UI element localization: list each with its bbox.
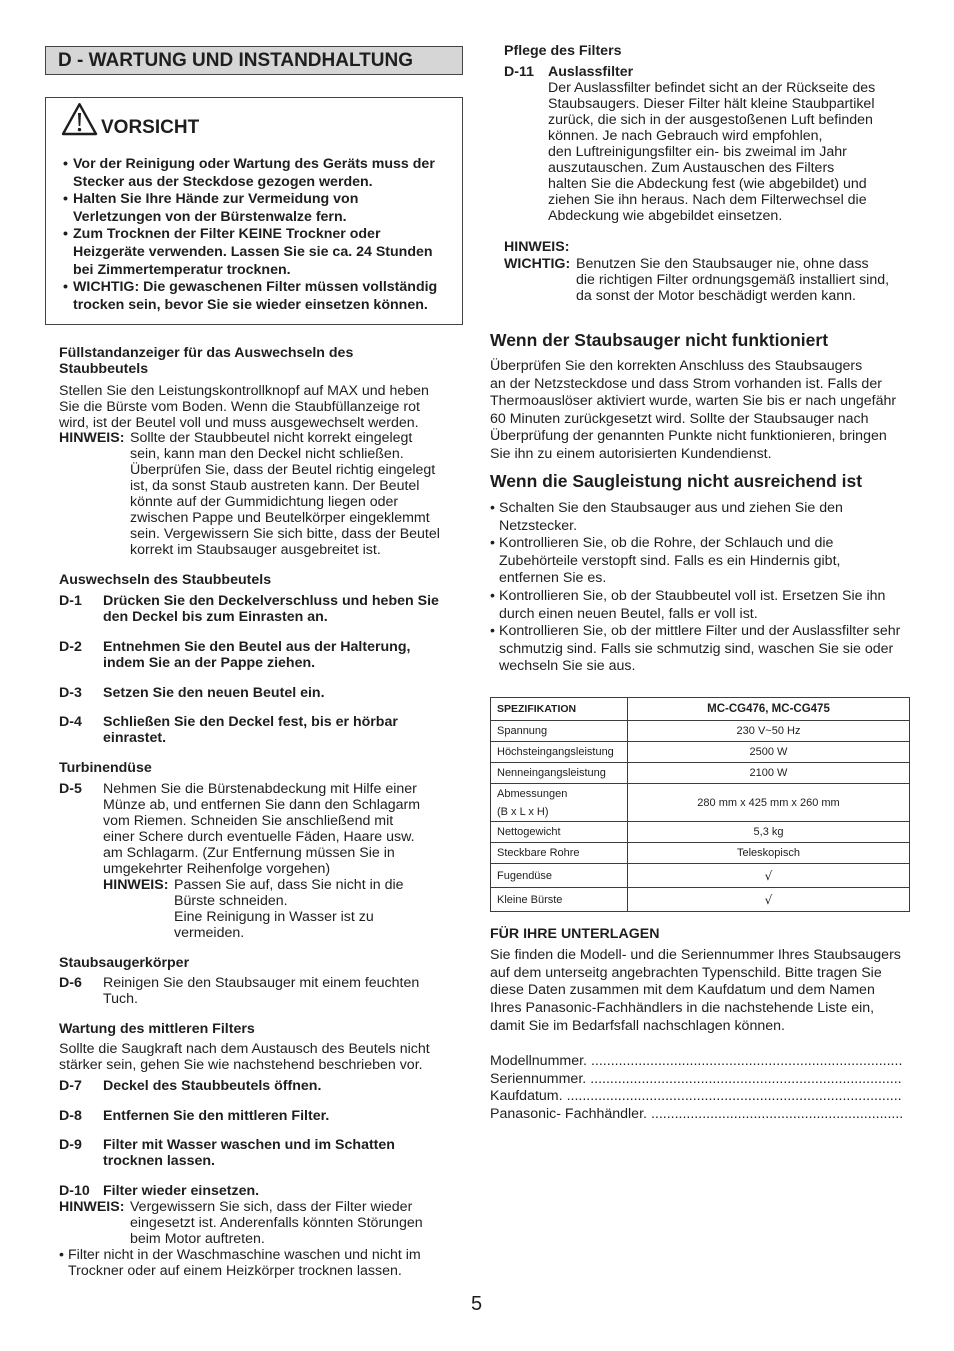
table-row <box>491 888 910 912</box>
caution-item-text: • WICHTIG: Die gewaschenen Filter müssen vollständig trocken sein, bevor Sie sie wieder einsetzen können. <box>73 279 438 313</box>
table-cell-label: Höchsteingangsleistung <box>491 742 628 763</box>
caution-item <box>63 279 437 314</box>
table-row <box>491 763 910 784</box>
mid-filter-bullet-list <box>59 1247 421 1279</box>
table-header-row <box>491 698 910 721</box>
list-item-text: • Kontrollieren Sie, ob die Rohre, der Schlauch und die Zubehörteile verstopft sind. Falls es ein Hindernis gibt, entfernen Sie es. <box>499 535 841 587</box>
step-d10 <box>59 1183 259 1199</box>
list-item-text: • Kontrollieren Sie, ob der mittlere Filter und der Auslassfilter sehr schmutzig sind. Falls sie schmutzig sind, waschen Sie sie oder wechseln Sie sie aus. <box>499 623 901 675</box>
body-heading: Staubsaugerkörper <box>59 955 190 971</box>
step-d4 <box>59 714 398 746</box>
step-d8 <box>59 1108 329 1124</box>
fill-indicator-note <box>59 430 440 558</box>
step-text: Filter wieder einsetzen. <box>103 1183 260 1199</box>
step-text: Filter mit Wasser waschen und im Schatten trocknen lassen. <box>103 1137 395 1169</box>
step-d6 <box>59 975 419 1007</box>
step-title: Auslassfilter <box>548 64 634 80</box>
fill-indicator-heading: Füllstandanzeiger für das Auswechseln des Staubbeutels <box>59 345 354 377</box>
table-row <box>491 843 910 864</box>
record-field-purchase-date <box>490 1088 903 1106</box>
record-field-label: Seriennummer. <box>490 1070 587 1087</box>
step-id: D-4 <box>59 714 82 730</box>
records-fields <box>490 1053 903 1123</box>
step-d9 <box>59 1137 395 1169</box>
step-text: Schließen Sie den Deckel fest, bis er hörbar einrastet. <box>103 714 398 746</box>
step-text: Setzen Sie den neuen Beutel ein. <box>103 685 325 701</box>
step-d1 <box>59 593 439 625</box>
table-row <box>491 784 910 822</box>
low-suction-heading: Wenn die Saugleistung nicht ausreichend ist <box>490 471 863 491</box>
table-cell-label: Spannung <box>491 721 628 742</box>
step-d5 <box>59 781 420 877</box>
table-header-cell: SPEZIFIKATION <box>491 698 628 721</box>
table-cell-label: Kleine Bürste <box>491 888 628 912</box>
step-id: D-6 <box>59 975 82 991</box>
list-item <box>490 588 900 623</box>
table-cell-value: 5,3 kg <box>628 822 910 843</box>
table-cell-value: 280 mm x 425 mm x 260 mm <box>628 784 910 822</box>
note-text: Passen Sie auf, dass Sie nicht in die Bürste schneiden. Eine Reinigung in Wasser ist zu vermeiden. <box>174 877 404 941</box>
step-text: Drücken Sie den Deckelverschluss und heben Sie den Deckel bis zum Einrasten an. <box>103 593 439 625</box>
step-id: D-8 <box>59 1108 82 1124</box>
caution-list <box>63 156 437 314</box>
table-cell-value: Teleskopisch <box>628 843 910 864</box>
low-suction-list <box>490 500 900 676</box>
caution-item <box>63 226 437 279</box>
list-item-text: • Filter nicht in der Waschmaschine waschen und nicht im Trockner oder auf einem Heizkörper trocknen lassen. <box>68 1247 421 1279</box>
mid-filter-heading: Wartung des mittleren Filters <box>59 1021 255 1037</box>
note-text: Sollte der Staubbeutel nicht korrekt eingelegt sein, kann man den Deckel nicht schließen. Überprüfen Sie, dass der Beutel richtig eingelegt ist, da sonst Staub austreten kann. Der Beutel könnte auf der Gummidichtung liegen oder zwischen Pappe und Beutelkörper eingeklemmt sein. Vergewissern Sie sich bitte, dass der Beutel korrekt im Staubsauger ausgebreitet ist. <box>130 430 440 558</box>
table-row <box>491 864 910 888</box>
important-text: Benutzen Sie den Staubsauger nie, ohne dass die richtigen Filter ordnungsgemäß installiert sind, da sonst der Motor beschädigt werden kann. <box>576 256 890 304</box>
turbine-note <box>103 877 404 941</box>
list-item <box>59 1247 421 1279</box>
filter-care-note-label: HINWEIS: <box>504 239 570 255</box>
table-cell-label: Abmessungen (B x L x H) <box>491 784 628 822</box>
table-cell-value: √ <box>628 864 910 888</box>
step-id: D-10 <box>59 1183 90 1199</box>
dotted-leader <box>591 1053 903 1071</box>
step-d11 <box>504 64 633 80</box>
note-text: Vergewissern Sie sich, dass der Filter wieder eingesetzt ist. Anderenfalls könnten Störungen beim Motor auftreten. <box>130 1199 423 1247</box>
step-text: Entfernen Sie den mittleren Filter. <box>103 1108 330 1124</box>
table-row <box>491 721 910 742</box>
table-cell-value: 2500 W <box>628 742 910 763</box>
not-working-heading: Wenn der Staubsauger nicht funktioniert <box>490 330 829 350</box>
record-field-label: Kaufdatum. <box>490 1088 563 1105</box>
step-id: D-2 <box>59 639 82 655</box>
table-cell-label: Fugendüse <box>491 864 628 888</box>
filter-care-heading: Pflege des Filters <box>504 43 622 59</box>
caution-title: VORSICHT <box>101 117 200 138</box>
step-d2 <box>59 639 410 671</box>
page-number: 5 <box>471 1293 483 1315</box>
table-cell-value: √ <box>628 888 910 912</box>
step-text: Reinigen Sie den Staubsauger mit einem feuchten Tuch. <box>103 975 420 1007</box>
list-item <box>490 623 900 676</box>
step-text: Deckel des Staubbeutels öffnen. <box>103 1078 322 1094</box>
record-field-model-number <box>490 1053 903 1071</box>
table-cell-label: Nenneingangsleistung <box>491 763 628 784</box>
warning-triangle-icon <box>61 102 98 136</box>
caution-item-text: • Halten Sie Ihre Hände zur Vermeidung von Verletzungen von der Bürstenwalze fern. <box>73 191 359 225</box>
records-text: Sie finden die Modell- und die Seriennummer Ihres Staubsaugers auf dem unterseitg angebrachten Typenschild. Bitte tragen Sie diese Daten zusammen mit dem Kaufdatum und dem Namen Ihres Panasonic-Fachhändlers in die nachstehende Liste ein, damit Sie im Bedarfsfall nachschlagen können. <box>490 947 901 1034</box>
step-text: Entnehmen Sie den Beutel aus der Halterung, indem Sie an der Pappe ziehen. <box>103 639 411 671</box>
table-row <box>491 742 910 763</box>
note-label: HINWEIS: <box>103 877 169 893</box>
step-id: D-11 <box>504 64 534 80</box>
record-field-serial-number <box>490 1071 903 1089</box>
dotted-leader <box>590 1071 903 1089</box>
records-heading: FÜR IHRE UNTERLAGEN <box>490 926 660 942</box>
table-cell-value: 2100 W <box>628 763 910 784</box>
list-item <box>490 535 900 588</box>
note-label: HINWEIS: <box>59 1199 125 1215</box>
filter-care-text: Der Auslassfilter befindet sicht an der Rückseite des Staubsaugers. Dieser Filter hält kleine Staubpartikel zurück, die sich in der ausgestoßenen Luft befinden können. Je nach Gebrauch wird empfohlen, den Luftreinigungsfilter ein- bis zweimal im Jahr auszutauschen. Zum Austauschen des Filters halten Sie die Abdeckung fest (wie abgebildet) und ziehen Sie ihn heraus. Nach dem Filterwechsel die Abdeckung wie abgebildet einsetzen. <box>548 80 876 224</box>
caution-item-text: • Zum Trocknen der Filter KEINE Trockner oder Heizgeräte verwenden. Lassen Sie sie ca. 24 Stunden bei Zimmertemperatur trocknen. <box>73 226 433 278</box>
note-label: HINWEIS: <box>59 430 125 446</box>
filter-care-important <box>504 256 889 304</box>
step-d3 <box>59 685 325 701</box>
record-field-label: Modellnummer. <box>490 1053 587 1069</box>
fill-indicator-text: Stellen Sie den Leistungskontrollknopf auf MAX und heben Sie die Bürste vom Boden. Wenn die Staubfüllanzeige rot wird, ist der Beutel voll und muss ausgewechselt werden. <box>59 383 429 431</box>
step-text: Nehmen Sie die Bürstenabdeckung mit Hilfe einer Münze ab, und entfernen Sie dann den Schlagarm vom Riemen. Schneiden Sie anschließend mit einer Schere durch eventuelle Fäden, Haare usw. am Schlagarm. (Zur Entfernung müssen Sie in umgekehrter Reihenfolge vorgehen) <box>103 781 421 877</box>
not-working-text: Überprüfen Sie den korrekten Anschluss des Staubsaugers an der Netzsteckdose und dass Strom vorhanden ist. Falls der Thermoauslöser aktiviert wurde, warten Sie bis er nach ungefähr 60 Minuten zurückgesetzt wird. Sollte der Staubsauger nach Überprüfung der genannten Punkte nicht funktionieren, bringen Sie ihn zu einem autorisierten Kundendienst. <box>490 358 897 462</box>
caution-item <box>63 191 437 226</box>
caution-item <box>63 156 437 191</box>
spec-table <box>490 697 910 912</box>
step-id: D-9 <box>59 1137 82 1153</box>
step-id: D-5 <box>59 781 82 797</box>
step-d7 <box>59 1078 321 1094</box>
table-cell-label: Nettogewicht <box>491 822 628 843</box>
step-id: D-1 <box>59 593 82 609</box>
table-cell-label: Steckbare Rohre <box>491 843 628 864</box>
table-row <box>491 822 910 843</box>
important-label: WICHTIG: <box>504 256 571 272</box>
record-field-dealer <box>490 1106 903 1124</box>
mid-filter-note <box>59 1199 423 1247</box>
list-item-text: • Kontrollieren Sie, ob der Staubbeutel voll ist. Ersetzen Sie ihn durch einen neuen Beutel, falls er voll ist. <box>499 587 886 622</box>
step-id: D-3 <box>59 685 82 701</box>
table-cell-value: 230 V~50 Hz <box>628 721 910 742</box>
dotted-leader <box>651 1106 903 1124</box>
list-item <box>490 500 900 535</box>
turbine-heading: Turbinendüse <box>59 760 152 776</box>
mid-filter-intro: Sollte die Saugkraft nach dem Austausch des Beutels nicht stärker sein, gehen Sie wie nachstehend beschrieben vor. <box>59 1041 430 1073</box>
bag-replacement-heading: Auswechseln des Staubbeutels <box>59 572 272 588</box>
list-item-text: • Schalten Sie den Staubsauger aus und ziehen Sie den Netzstecker. <box>499 500 843 534</box>
table-header-cell: MC-CG476, MC-CG475 <box>628 698 910 721</box>
record-field-label: Panasonic- Fachhändler. <box>490 1105 647 1122</box>
dotted-leader <box>567 1088 903 1106</box>
step-id: D-7 <box>59 1078 82 1094</box>
section-title: D - WARTUNG UND INSTANDHALTUNG <box>45 46 463 75</box>
caution-item-text: • Vor der Reinigung oder Wartung des Geräts muss der Stecker aus der Steckdose gezogen werden. <box>73 156 435 190</box>
